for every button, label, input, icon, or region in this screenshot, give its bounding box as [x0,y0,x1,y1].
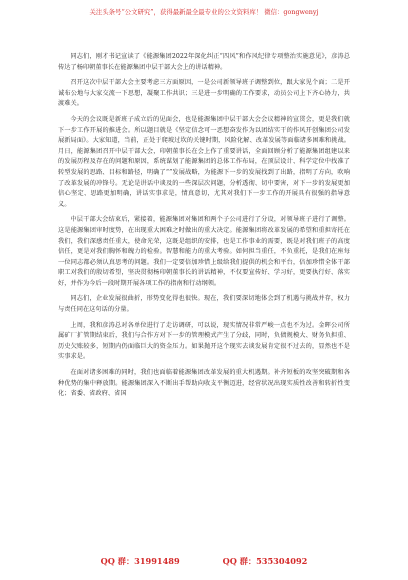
banner-text: 关注头条号“公文研究”，获得最新最全最专业的公文资料库！ 微信：gongwenyj [89,8,319,16]
paragraph: 同志们，企业发展很曲折，形势变化得也很快。现在，我们要深切地体会到了机遇与挑战并存，权力与责任同在这句话的分量。 [58,295,350,314]
paragraph: 今天的会议既是新班子成立后的见面会，也是能源集团中层干部大会会议精神的宣贯会，更是我们就下一步工作开展的推进会。所以题目就是《坚定信念可一恶想奋发作为以团结实干的作风开创集团公司发展新局面》。大家知道，当前，正处于爬坡过坎的关键时期，风险化解、改革发展等面临诸多困难和挑战。月日，能源集团召开中层干部大会，印朝董事长在会上作了重要讲话，全面回顾分析了能源集团组建以来的发展历程及存在的问题和原因，系统谋划了能源集团的总体工作布局，在顶层设计、科学定位中找准了转型发展的思路、目标和路径，明确了“”发展战略，为能源下一步的发展找到了出路，指明了方向，吹响了改革发展的冲锋号。无论是讲话中谈及的一些深层次问题，分析透彻、切中要害，对下一步的发展更加信心坚定、思路更加明确，讲话实事求是，情真意切，尤其对我们下一步工作的开展具有很强的指导意义。 [58,115,350,208]
paragraph: 召开这次中层干部大会主要考虑三方面原因，一是公司新领导班子调整到位，跟大家见个面；二是开诚布公地与大家交流一下思想，凝聚工作共识；三是进一步明确的工作要求，动员公司上下齐心协力，共渡难关。 [58,79,350,108]
paragraph: 在面对诸多困难的同时，我们也面临着能源集团改革发展的重大机遇期。补齐短板的攻坚突破期和各种优势的集中释放期。能源集团深入不断出手帮助向收支平衡迈进，经营状况出现实质性改善和转折性变化；省委、省政府、省国 [58,369,350,398]
paragraph: 同志们，刚才书记宣读了《能源集团2022年深化纠正“四风”和作风纪律专项整治实施意见》，彦涛总传达了杨印朝董事长在能源集团中层干部大会上的讲话精神。 [58,53,350,71]
qq-group-1: QQ 群：31991489 [100,556,180,566]
paragraph: 中层干部大会结束后，紧接着，能源集团对集团和两个子公司进行了分设，对领导班子进行了调整。这是能源集团审时度势，在出现重大困难之时做出的重大决定。能源集团将改革发展的希望和重担寄托在我们，我们深感责任重大，使命光荣，这既是组织的安排，也是工作事业的需要，既是对我们班子的高度信任，更是对我们胸怀和魄力的检验。智慧和能力的重大考验。如何担当重任，不负重托，是我们在座每一位同志都必须认真思考的问题。我们一定要倍加珍惜上级给我们提供的机会和平台，倍加珍惜全体干部职工对我们的殷切希望，坚决贯彻杨印朝董事长的讲话精神，不仅要宣传好、学习好，更要执行好、落实好，并作为今后一段时期开展各项工作的指南和行动纲领。 [58,216,350,287]
qq-group-2: QQ 群：535304092 [222,556,308,566]
document-body [58,52,350,405]
header-banner [0,8,408,16]
paragraph: 上周，我和彦涛总对各单位进行了走访调研，可以说，现实情况非常严峻一点也不为过。金晖公司所属矿厂扩管期结束后，我们与合作方对下一步的管理模式产生了分歧，同时，负债规模大、财务负担重、历史欠账较多，短期内仍面临巨大的资金压力。如果抛开这个现实去谈发展肯定很不过去的，显然也不是实事求是。 [58,321,350,361]
footer-contacts [0,556,408,567]
